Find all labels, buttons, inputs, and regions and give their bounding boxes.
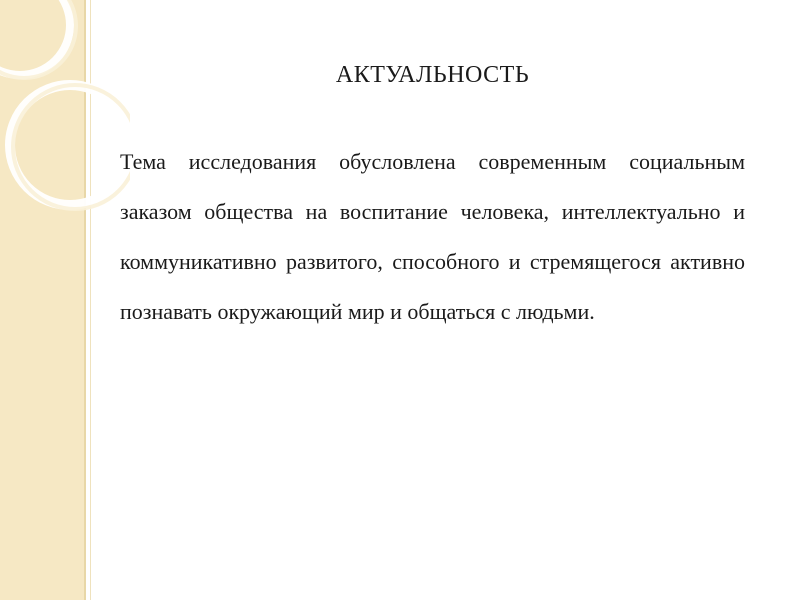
rings-icon xyxy=(0,0,130,260)
slide-title: АКТУАЛЬНОСТЬ xyxy=(335,62,530,88)
slide-body-text: Тема исследования обусловлена современным социальным заказом общества на воспитание человека, интеллектуально и коммуникативно развитого, способного и стремящегося активно познавать окружающий мир и общаться с людьми. xyxy=(120,149,745,324)
